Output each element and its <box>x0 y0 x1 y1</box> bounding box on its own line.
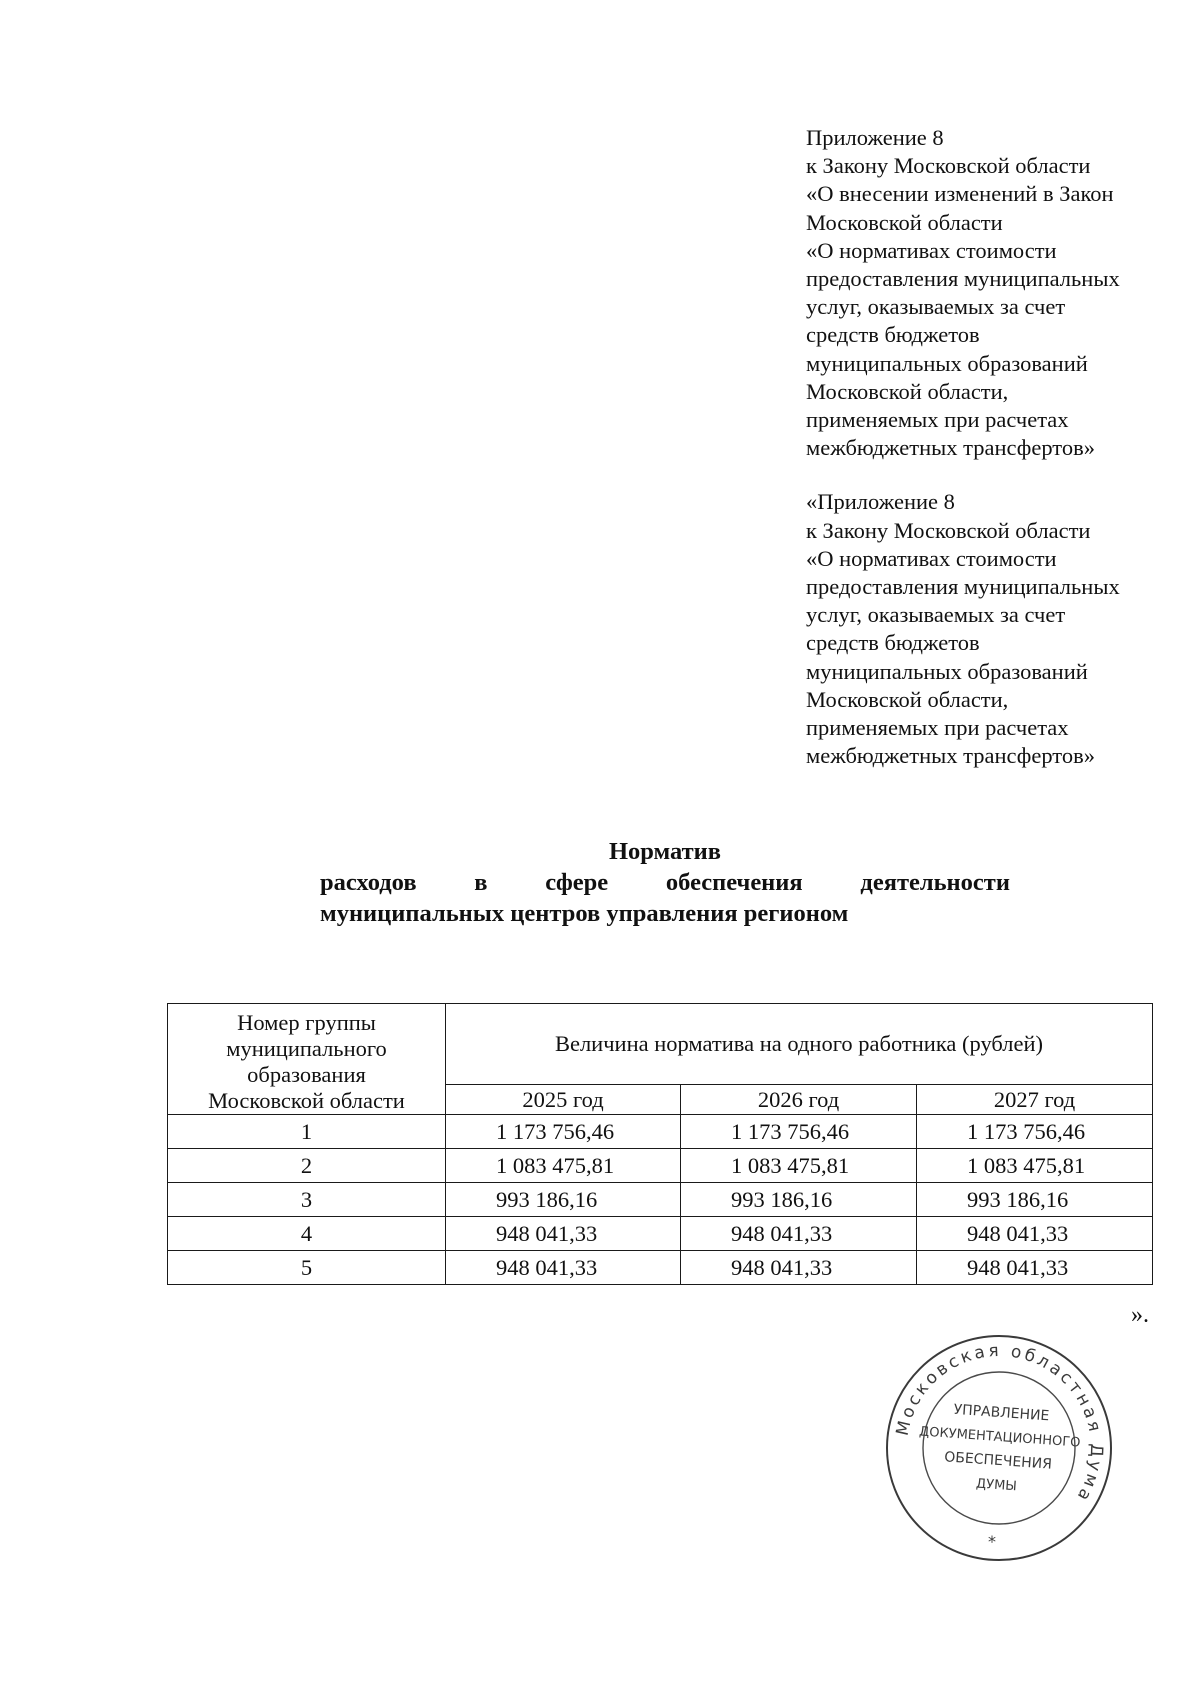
norm-value: 948 041,33 <box>681 1251 917 1285</box>
annex-header-line: Московской области <box>806 209 1003 235</box>
group-header-line: Московской области <box>208 1088 405 1113</box>
document-title <box>320 836 1010 929</box>
annex-header-line: услуг, оказываемых за счет <box>806 294 1066 320</box>
group-number: 2 <box>168 1149 446 1183</box>
annex-quoted-line: применяемых при расчетах <box>806 715 1069 741</box>
norm-value: 948 041,33 <box>681 1217 917 1251</box>
group-header-line: образования <box>247 1062 366 1087</box>
annex-quoted-line: «О нормативах стоимости <box>806 545 1057 571</box>
group-header-line: Номер группы <box>237 1010 376 1035</box>
table-row <box>168 1217 1153 1251</box>
norm-value: 948 041,33 <box>446 1217 681 1251</box>
stamp-center-line: УПРАВЛЕНИЕ <box>953 1401 1050 1425</box>
group-header-line: муниципального <box>226 1036 387 1061</box>
stamp-star: * <box>988 1532 996 1551</box>
norm-value: 1 173 756,46 <box>681 1115 917 1149</box>
title-word: расходов <box>320 869 417 896</box>
annex-quoted-line: межбюджетных трансфертов» <box>806 743 1095 769</box>
annex-quoted-block <box>806 488 1186 770</box>
title-line-2 <box>320 867 1010 898</box>
closing-quote-mark: ». <box>1131 1302 1149 1328</box>
table-row <box>168 1251 1153 1285</box>
annex-quoted-line: к Закону Московской области <box>806 517 1091 543</box>
title-line-3: муниципальных центров управления регионом <box>320 900 849 927</box>
annex-header-block <box>806 124 1186 462</box>
title-word: сфере <box>545 869 609 896</box>
title-word: обеспечения <box>665 869 803 896</box>
norm-value: 1 083 475,81 <box>446 1149 681 1183</box>
stamp-center-line: ОБЕСПЕЧЕНИЯ <box>943 1449 1053 1473</box>
annex-header-line: муниципальных образований <box>806 350 1088 376</box>
annex-header-line: средств бюджетов <box>806 322 980 348</box>
annex-header-line: «О внесении изменений в Закон <box>806 181 1114 207</box>
group-number: 3 <box>168 1183 446 1217</box>
title-word: деятельности <box>860 869 1010 896</box>
title-word: в <box>474 869 488 896</box>
norm-value: 1 083 475,81 <box>681 1149 917 1183</box>
value-column-header: Величина норматива на одного работника (рублей) <box>446 1004 1153 1085</box>
annex-quoted-line: Московской области, <box>806 686 1009 712</box>
annex-quoted-line: средств бюджетов <box>806 630 980 656</box>
group-number: 4 <box>168 1217 446 1251</box>
norm-value: 948 041,33 <box>917 1251 1153 1285</box>
norm-value: 948 041,33 <box>446 1251 681 1285</box>
stamp-ring-text: Московская областная Дума <box>892 1340 1107 1507</box>
norm-value: 993 186,16 <box>681 1183 917 1217</box>
table-row <box>168 1149 1153 1183</box>
stamp-center-line: ДУМЫ <box>975 1476 1018 1495</box>
annex-quoted-line: услуг, оказываемых за счет <box>806 602 1066 628</box>
group-number: 1 <box>168 1115 446 1149</box>
annex-quoted-line: муниципальных образований <box>806 658 1088 684</box>
norm-value: 1 173 756,46 <box>446 1115 681 1149</box>
year-header-2027: 2027 год <box>917 1085 1153 1115</box>
table-row <box>168 1115 1153 1149</box>
annex-header-line: межбюджетных трансфертов» <box>806 435 1095 461</box>
year-header-2025: 2025 год <box>446 1085 681 1115</box>
annex-reference <box>806 124 1186 770</box>
annex-header-line: применяемых при расчетах <box>806 407 1069 433</box>
annex-header-line: Приложение 8 <box>806 125 944 150</box>
table-row <box>168 1183 1153 1217</box>
norm-value: 993 186,16 <box>446 1183 681 1217</box>
norm-value: 948 041,33 <box>917 1217 1153 1251</box>
table-header-row <box>168 1004 1153 1085</box>
annex-header-line: «О нормативах стоимости <box>806 237 1057 263</box>
group-column-header <box>168 1004 446 1115</box>
title-line-1: Норматив <box>608 838 722 865</box>
year-header-2026: 2026 год <box>681 1085 917 1115</box>
official-stamp <box>884 1333 1114 1563</box>
norm-value: 993 186,16 <box>917 1183 1153 1217</box>
group-number: 5 <box>168 1251 446 1285</box>
norm-value: 1 083 475,81 <box>917 1149 1153 1183</box>
stamp-center-line: ДОКУМЕНТАЦИОННОГО <box>918 1424 1081 1451</box>
annex-header-line: предоставления муниципальных <box>806 266 1120 292</box>
norm-table <box>167 1003 1153 1285</box>
annex-quoted-line: «Приложение 8 <box>806 489 955 515</box>
annex-header-line: к Закону Московской области <box>806 153 1091 179</box>
annex-header-line: Московской области, <box>806 378 1009 404</box>
annex-quoted-line: предоставления муниципальных <box>806 574 1120 600</box>
norm-value: 1 173 756,46 <box>917 1115 1153 1149</box>
